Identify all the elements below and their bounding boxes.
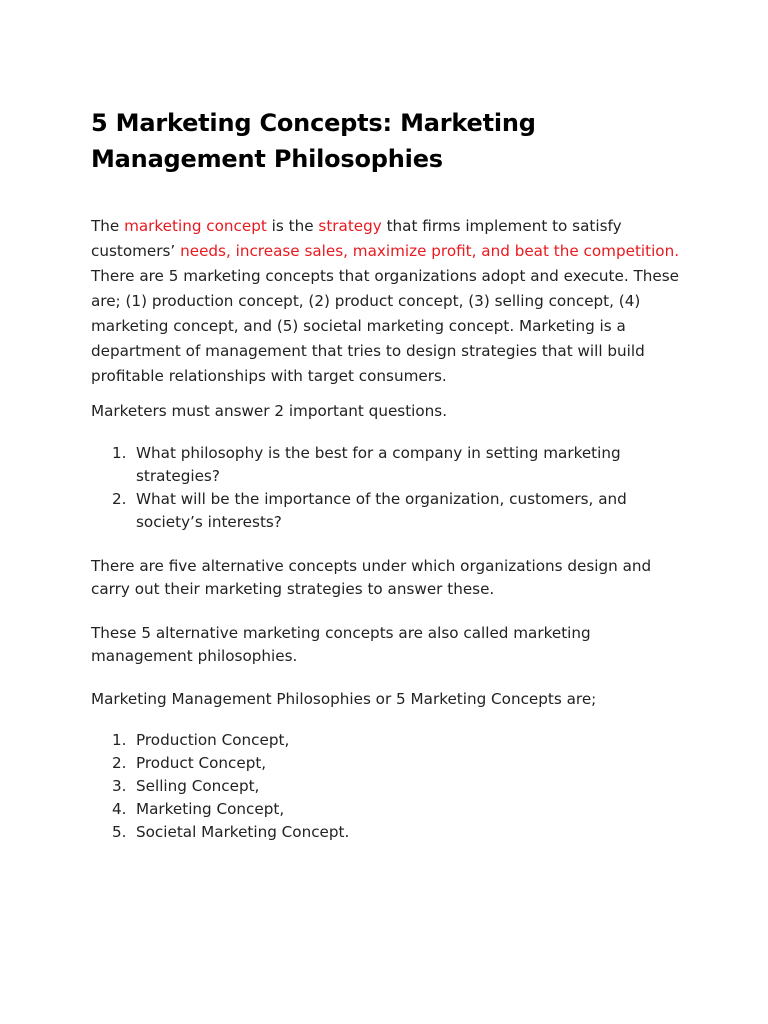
intro-text-3: that firms implement to satisfy customers’ (91, 217, 622, 260)
list-number: 2. (112, 490, 127, 508)
alternatives-paragraph: There are five alternative concepts under which organizations design and carry out their marketing strategies to answer these. (91, 557, 652, 598)
philosophies-paragraph: These 5 alternative marketing concepts are also called marketing management philosophies. (91, 624, 591, 665)
list-number: 3. (112, 777, 127, 795)
questions-list (91, 442, 696, 534)
intro-paragraph (91, 214, 686, 389)
list-item (112, 729, 696, 752)
list-text: Marketing Concept, (136, 800, 285, 818)
list-item (112, 775, 696, 798)
list-text: Product Concept, (136, 754, 267, 772)
list-text: Selling Concept, (136, 777, 260, 795)
questions-lead: Marketers must answer 2 important questions. (91, 402, 448, 420)
list-item (112, 821, 696, 844)
intro-text-4: There are 5 marketing concepts that organizations adopt and execute. These are; (1) production concept, (2) product concept, (3) selling concept, (4) marketing concept, and (5) societal marketing concept. Marketing is a department of management that tries to design strategies that will build profitable relationships with target consumers. (91, 267, 679, 385)
list-number: 5. (112, 823, 127, 841)
concepts-list (91, 729, 696, 844)
page-title: 5 Marketing Concepts: Marketing Management Philosophies (91, 109, 536, 173)
list-item (112, 442, 636, 488)
strategy-link[interactable]: strategy (318, 217, 382, 235)
list-number: 1. (112, 731, 127, 749)
needs-link[interactable]: needs, increase sales, maximize profit, and beat the competition. (180, 242, 680, 260)
list-number: 1. (112, 444, 127, 462)
list-item (112, 488, 636, 534)
list-number: 2. (112, 754, 127, 772)
list-number: 4. (112, 800, 127, 818)
list-text: What philosophy is the best for a company in setting marketing strategies? (136, 444, 621, 485)
list-item (112, 798, 696, 821)
concepts-lead: Marketing Management Philosophies or 5 Marketing Concepts are; (91, 690, 597, 708)
intro-text-2: is the (266, 217, 319, 235)
list-text: What will be the importance of the organization, customers, and society’s interests? (136, 490, 627, 531)
intro-text-1: The (91, 217, 125, 235)
list-text: Production Concept, (136, 731, 290, 749)
marketing-concept-link[interactable]: marketing concept (124, 217, 267, 235)
list-text: Societal Marketing Concept. (136, 823, 350, 841)
list-item (112, 752, 696, 775)
